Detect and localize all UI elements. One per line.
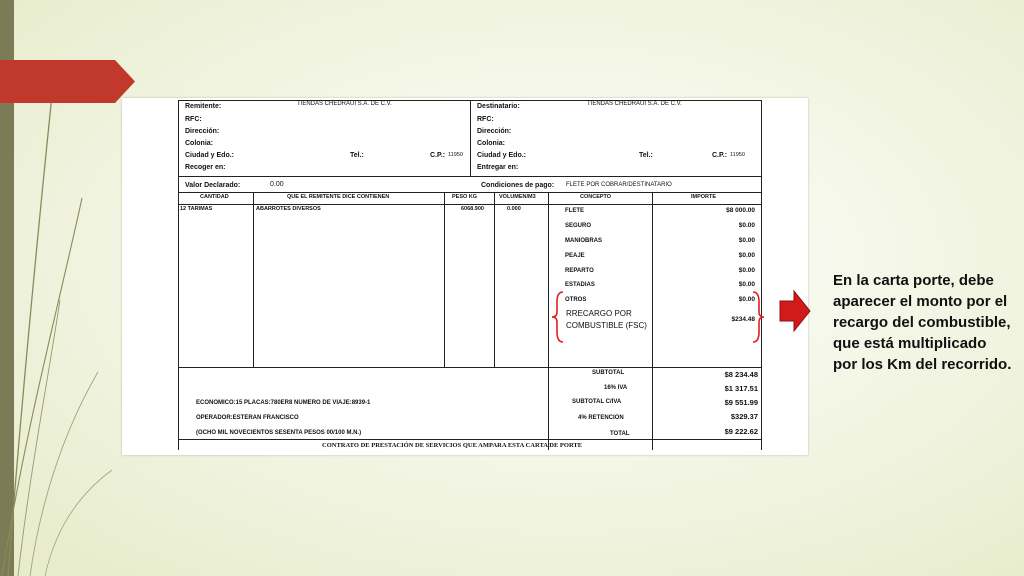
destinatario-rfc-label: RFC: — [477, 116, 494, 123]
destinatario-cp-label: C.P.: — [712, 152, 728, 159]
fsc-amount: $234.48 — [731, 316, 755, 323]
charge-concept: OTROS — [565, 297, 587, 303]
col-importe: IMPORTE — [691, 194, 717, 200]
valor-declarado-label: Valor Declarado: — [185, 182, 241, 189]
remitente-direccion-label: Dirección: — [185, 128, 220, 135]
charge-concept: MANIOBRAS — [565, 238, 602, 244]
remitente-cp-label: C.P.: — [430, 152, 446, 159]
col-volumen: VOLUMEN/M3 — [499, 194, 536, 200]
total-amount: $9 222.62 — [724, 427, 758, 436]
remitente-rfc-label: RFC: — [185, 116, 202, 123]
destinatario-ciudad-label: Ciudad y Edo.: — [477, 152, 526, 159]
remitente-label: Remitente: — [185, 103, 222, 110]
info-line2: OPERADOR:ESTERAN FRANCISCO — [196, 415, 299, 421]
total-label: 4% RETENCION — [578, 415, 624, 421]
destinatario-colonia-label: Colonia: — [477, 140, 505, 147]
remitente-colonia-label: Colonia: — [185, 140, 213, 147]
charge-amount: $0.00 — [738, 267, 755, 274]
valor-declarado-value: 0.00 — [270, 181, 284, 188]
carta-porte-document — [122, 98, 808, 455]
col-peso: PESO KG — [452, 194, 478, 200]
destinatario-label: Destinatario: — [477, 103, 520, 110]
charge-concept: FLETE — [565, 208, 584, 214]
total-label: 16% IVA — [604, 385, 628, 391]
destinatario-value: TIENDAS CHEDRAUI S.A. DE C.V. — [587, 101, 682, 107]
total-amount: $8 234.48 — [724, 370, 758, 379]
condiciones-pago-label: Condiciones de pago: — [481, 182, 555, 189]
right-arrow-icon — [779, 289, 811, 333]
total-amount: $1 317.51 — [724, 384, 758, 393]
col-cantidad: CANTIDAD — [200, 194, 229, 200]
row-contenido: ABARROTES DIVERSOS — [256, 206, 321, 212]
charge-amount: $0.00 — [738, 222, 755, 229]
remitente-tel-label: Tel.: — [350, 152, 364, 159]
total-label: TOTAL — [610, 431, 630, 437]
condiciones-pago-value: FLETE POR COBRAR/DESTINATARIO — [566, 182, 672, 188]
fsc-label-line1: RRECARGO POR — [566, 309, 632, 318]
total-label: SUBTOTAL C/IVA — [572, 399, 622, 405]
destinatario-tel-label: Tel.: — [639, 152, 653, 159]
destinatario-cp-value: 11950 — [730, 152, 745, 158]
charge-concept: SEGURO — [565, 223, 592, 229]
charge-amount: $0.00 — [738, 252, 755, 259]
red-pentagon-tab — [0, 60, 135, 103]
row-cantidad: 12 TARIMAS — [180, 206, 213, 212]
entregar-label: Entregar en: — [477, 164, 519, 171]
charge-amount: $0.00 — [738, 281, 755, 288]
charge-concept: PEAJE — [565, 253, 585, 259]
total-amount: $9 551.99 — [724, 398, 758, 407]
remitente-ciudad-label: Ciudad y Edo.: — [185, 152, 234, 159]
charge-concept: ESTADIAS — [565, 282, 595, 288]
red-bracket-left — [550, 290, 566, 344]
info-line1: ECONOMICO:15 PLACAS:780ER8 NUMERO DE VIAJE:8939-1 — [196, 400, 371, 406]
charge-amount: $0.00 — [738, 296, 755, 303]
slide-caption: En la carta porte, debe aparecer el monto por el recargo del combustible, que está multiplicado por los Km del recorrido. — [833, 272, 1012, 373]
row-volumen: 0.000 — [507, 206, 521, 212]
contract-footer: CONTRATO DE PRESTACIÓN DE SERVICIOS QUE AMPARA ESTA CARTA DE PORTE — [322, 442, 583, 449]
charge-concept: REPARTO — [565, 268, 594, 274]
recoger-label: Recoger en: — [185, 164, 226, 171]
total-label: SUBTOTAL — [592, 370, 625, 376]
remitente-cp-value: 11950 — [448, 152, 463, 158]
fsc-label-line2: COMBUSTIBLE (FSC) — [566, 321, 647, 330]
red-bracket-right — [750, 290, 766, 344]
info-line3: (OCHO MIL NOVECIENTOS SESENTA PESOS 00/100 M.N.) — [196, 430, 362, 436]
col-concepto: CONCEPTO — [580, 194, 612, 200]
remitente-value: TIENDAS CHEDRAUI S.A. DE C.V. — [297, 101, 392, 107]
col-contenido: QUE EL REMITENTE DICE CONTIENEN — [287, 194, 390, 200]
total-amount: $329.37 — [730, 412, 758, 421]
charge-amount: $0.00 — [738, 237, 755, 244]
row-peso: 6068.900 — [461, 206, 484, 212]
charge-amount: $8 000.00 — [726, 207, 755, 214]
destinatario-direccion-label: Dirección: — [477, 128, 512, 135]
